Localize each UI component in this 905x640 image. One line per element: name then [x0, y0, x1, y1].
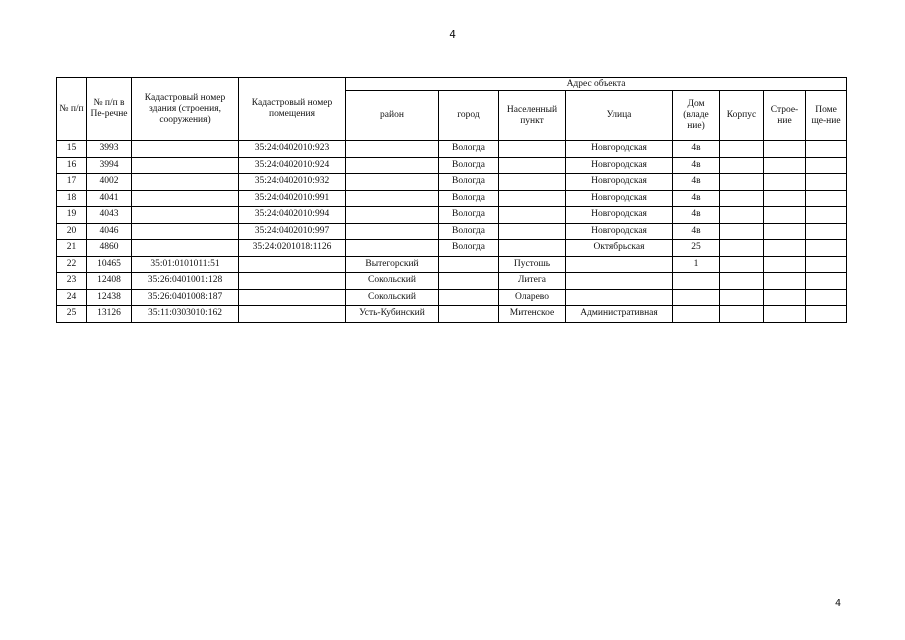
cell-stroenie	[764, 289, 806, 306]
header-settlement: Населенный пункт	[499, 91, 566, 141]
cell-building	[132, 223, 239, 240]
cell-district	[346, 174, 439, 191]
cell-pomeshchenie	[806, 289, 847, 306]
table-row	[57, 273, 847, 290]
cell-settlement: Пустошь	[499, 256, 566, 273]
cell-pomeshchenie	[806, 256, 847, 273]
cell-korpus	[720, 223, 764, 240]
header-building-cadastral: Кадастровый номер здания (строения, сооружения)	[132, 78, 239, 141]
cell-room	[239, 289, 346, 306]
cell-stroenie	[764, 256, 806, 273]
cell-list-num: 12438	[87, 289, 132, 306]
cell-building	[132, 174, 239, 191]
cell-list-num: 13126	[87, 306, 132, 323]
table-row	[57, 256, 847, 273]
cell-building: 35:26:0401001:128	[132, 273, 239, 290]
cell-building	[132, 207, 239, 224]
cell-street	[566, 273, 673, 290]
cell-list-num: 3994	[87, 157, 132, 174]
cell-house: 4в	[673, 223, 720, 240]
header-num: № п/п	[57, 78, 87, 141]
cell-num: 23	[57, 273, 87, 290]
cell-settlement	[499, 223, 566, 240]
cell-district: Сокольский	[346, 273, 439, 290]
table-row	[57, 157, 847, 174]
cell-list-num: 10465	[87, 256, 132, 273]
cell-street	[566, 289, 673, 306]
cell-building: 35:11:0303010:162	[132, 306, 239, 323]
cell-city: Вологда	[439, 223, 499, 240]
cell-stroenie	[764, 141, 806, 158]
cell-num: 22	[57, 256, 87, 273]
cell-settlement	[499, 207, 566, 224]
cell-korpus	[720, 190, 764, 207]
cell-city	[439, 306, 499, 323]
cell-city	[439, 273, 499, 290]
table-row	[57, 207, 847, 224]
cell-district	[346, 190, 439, 207]
header-street: Улица	[566, 91, 673, 141]
cell-settlement: Оларево	[499, 289, 566, 306]
cell-room: 35:24:0402010:994	[239, 207, 346, 224]
cell-house: 4в	[673, 157, 720, 174]
cell-stroenie	[764, 306, 806, 323]
cell-stroenie	[764, 223, 806, 240]
cell-settlement	[499, 240, 566, 257]
cell-num: 19	[57, 207, 87, 224]
cell-building: 35:26:0401008:187	[132, 289, 239, 306]
header-house: Дом (владе ние)	[673, 91, 720, 141]
cell-street: Новгородская	[566, 223, 673, 240]
cell-pomeshchenie	[806, 223, 847, 240]
cell-num: 25	[57, 306, 87, 323]
cell-list-num: 4043	[87, 207, 132, 224]
cell-room	[239, 273, 346, 290]
header-city: город	[439, 91, 499, 141]
cell-district	[346, 223, 439, 240]
cell-building	[132, 157, 239, 174]
header-list-num: № п/п в Пе-речне	[87, 78, 132, 141]
cell-street: Новгородская	[566, 207, 673, 224]
cell-district: Усть-Кубинский	[346, 306, 439, 323]
cell-stroenie	[764, 190, 806, 207]
cell-building	[132, 240, 239, 257]
cell-district	[346, 141, 439, 158]
cell-pomeshchenie	[806, 240, 847, 257]
cell-korpus	[720, 207, 764, 224]
table-row	[57, 306, 847, 323]
header-district: район	[346, 91, 439, 141]
header-room-cadastral: Кадастровый номер помещения	[239, 78, 346, 141]
cell-building: 35:01:0101011:51	[132, 256, 239, 273]
cell-list-num: 4860	[87, 240, 132, 257]
cell-street: Административная	[566, 306, 673, 323]
cell-korpus	[720, 141, 764, 158]
cell-street: Новгородская	[566, 157, 673, 174]
cell-room	[239, 256, 346, 273]
cell-num: 21	[57, 240, 87, 257]
cell-street: Новгородская	[566, 174, 673, 191]
cell-city: Вологда	[439, 157, 499, 174]
cell-num: 16	[57, 157, 87, 174]
cell-list-num: 4041	[87, 190, 132, 207]
registry-table	[56, 77, 847, 323]
page-number-bottom: 4	[835, 598, 842, 609]
table-row	[57, 174, 847, 191]
cell-settlement: Литега	[499, 273, 566, 290]
cell-settlement	[499, 174, 566, 191]
cell-korpus	[720, 157, 764, 174]
cell-list-num: 3993	[87, 141, 132, 158]
cell-district	[346, 240, 439, 257]
table-row	[57, 141, 847, 158]
cell-settlement	[499, 141, 566, 158]
cell-korpus	[720, 256, 764, 273]
cell-house: 4в	[673, 174, 720, 191]
cell-district: Сокольский	[346, 289, 439, 306]
cell-pomeshchenie	[806, 273, 847, 290]
cell-korpus	[720, 306, 764, 323]
cell-list-num: 12408	[87, 273, 132, 290]
cell-settlement: Митенское	[499, 306, 566, 323]
table-row	[57, 190, 847, 207]
cell-korpus	[720, 289, 764, 306]
cell-room: 35:24:0402010:991	[239, 190, 346, 207]
cell-num: 17	[57, 174, 87, 191]
header-stroenie: Строе-ние	[764, 91, 806, 141]
cell-stroenie	[764, 207, 806, 224]
cell-num: 24	[57, 289, 87, 306]
table-row	[57, 223, 847, 240]
cell-house: 4в	[673, 207, 720, 224]
cell-house: 4в	[673, 141, 720, 158]
cell-city: Вологда	[439, 207, 499, 224]
cell-street: Октябрьская	[566, 240, 673, 257]
cell-pomeshchenie	[806, 174, 847, 191]
cell-city: Вологда	[439, 240, 499, 257]
cell-pomeshchenie	[806, 207, 847, 224]
header-address-group: Адрес объекта	[346, 78, 847, 91]
cell-korpus	[720, 273, 764, 290]
cell-city: Вологда	[439, 141, 499, 158]
header-korpus: Корпус	[720, 91, 764, 141]
cell-house	[673, 273, 720, 290]
page-number-top: 4	[449, 28, 456, 41]
cell-num: 20	[57, 223, 87, 240]
header-pomeshchenie: Поме ще-ние	[806, 91, 847, 141]
cell-street: Новгородская	[566, 190, 673, 207]
cell-district	[346, 207, 439, 224]
cell-house: 4в	[673, 190, 720, 207]
cell-stroenie	[764, 174, 806, 191]
cell-num: 18	[57, 190, 87, 207]
cell-stroenie	[764, 273, 806, 290]
cell-district	[346, 157, 439, 174]
cell-street	[566, 256, 673, 273]
cell-pomeshchenie	[806, 157, 847, 174]
cell-settlement	[499, 157, 566, 174]
cell-building	[132, 141, 239, 158]
cell-room: 35:24:0402010:997	[239, 223, 346, 240]
cell-pomeshchenie	[806, 190, 847, 207]
cell-room: 35:24:0402010:923	[239, 141, 346, 158]
cell-city	[439, 289, 499, 306]
cell-district: Вытегорский	[346, 256, 439, 273]
cell-list-num: 4002	[87, 174, 132, 191]
cell-korpus	[720, 240, 764, 257]
cell-room	[239, 306, 346, 323]
cell-building	[132, 190, 239, 207]
cell-house: 25	[673, 240, 720, 257]
cell-house	[673, 289, 720, 306]
cell-room: 35:24:0402010:932	[239, 174, 346, 191]
cell-house	[673, 306, 720, 323]
cell-korpus	[720, 174, 764, 191]
cell-room: 35:24:0201018:1126	[239, 240, 346, 257]
cell-house: 1	[673, 256, 720, 273]
cell-pomeshchenie	[806, 306, 847, 323]
cell-stroenie	[764, 157, 806, 174]
cell-list-num: 4046	[87, 223, 132, 240]
cell-num: 15	[57, 141, 87, 158]
cell-pomeshchenie	[806, 141, 847, 158]
cell-city	[439, 256, 499, 273]
table-row	[57, 240, 847, 257]
cell-room: 35:24:0402010:924	[239, 157, 346, 174]
cell-street: Новгородская	[566, 141, 673, 158]
cell-stroenie	[764, 240, 806, 257]
cell-city: Вологда	[439, 190, 499, 207]
cell-settlement	[499, 190, 566, 207]
cell-city: Вологда	[439, 174, 499, 191]
table-row	[57, 289, 847, 306]
